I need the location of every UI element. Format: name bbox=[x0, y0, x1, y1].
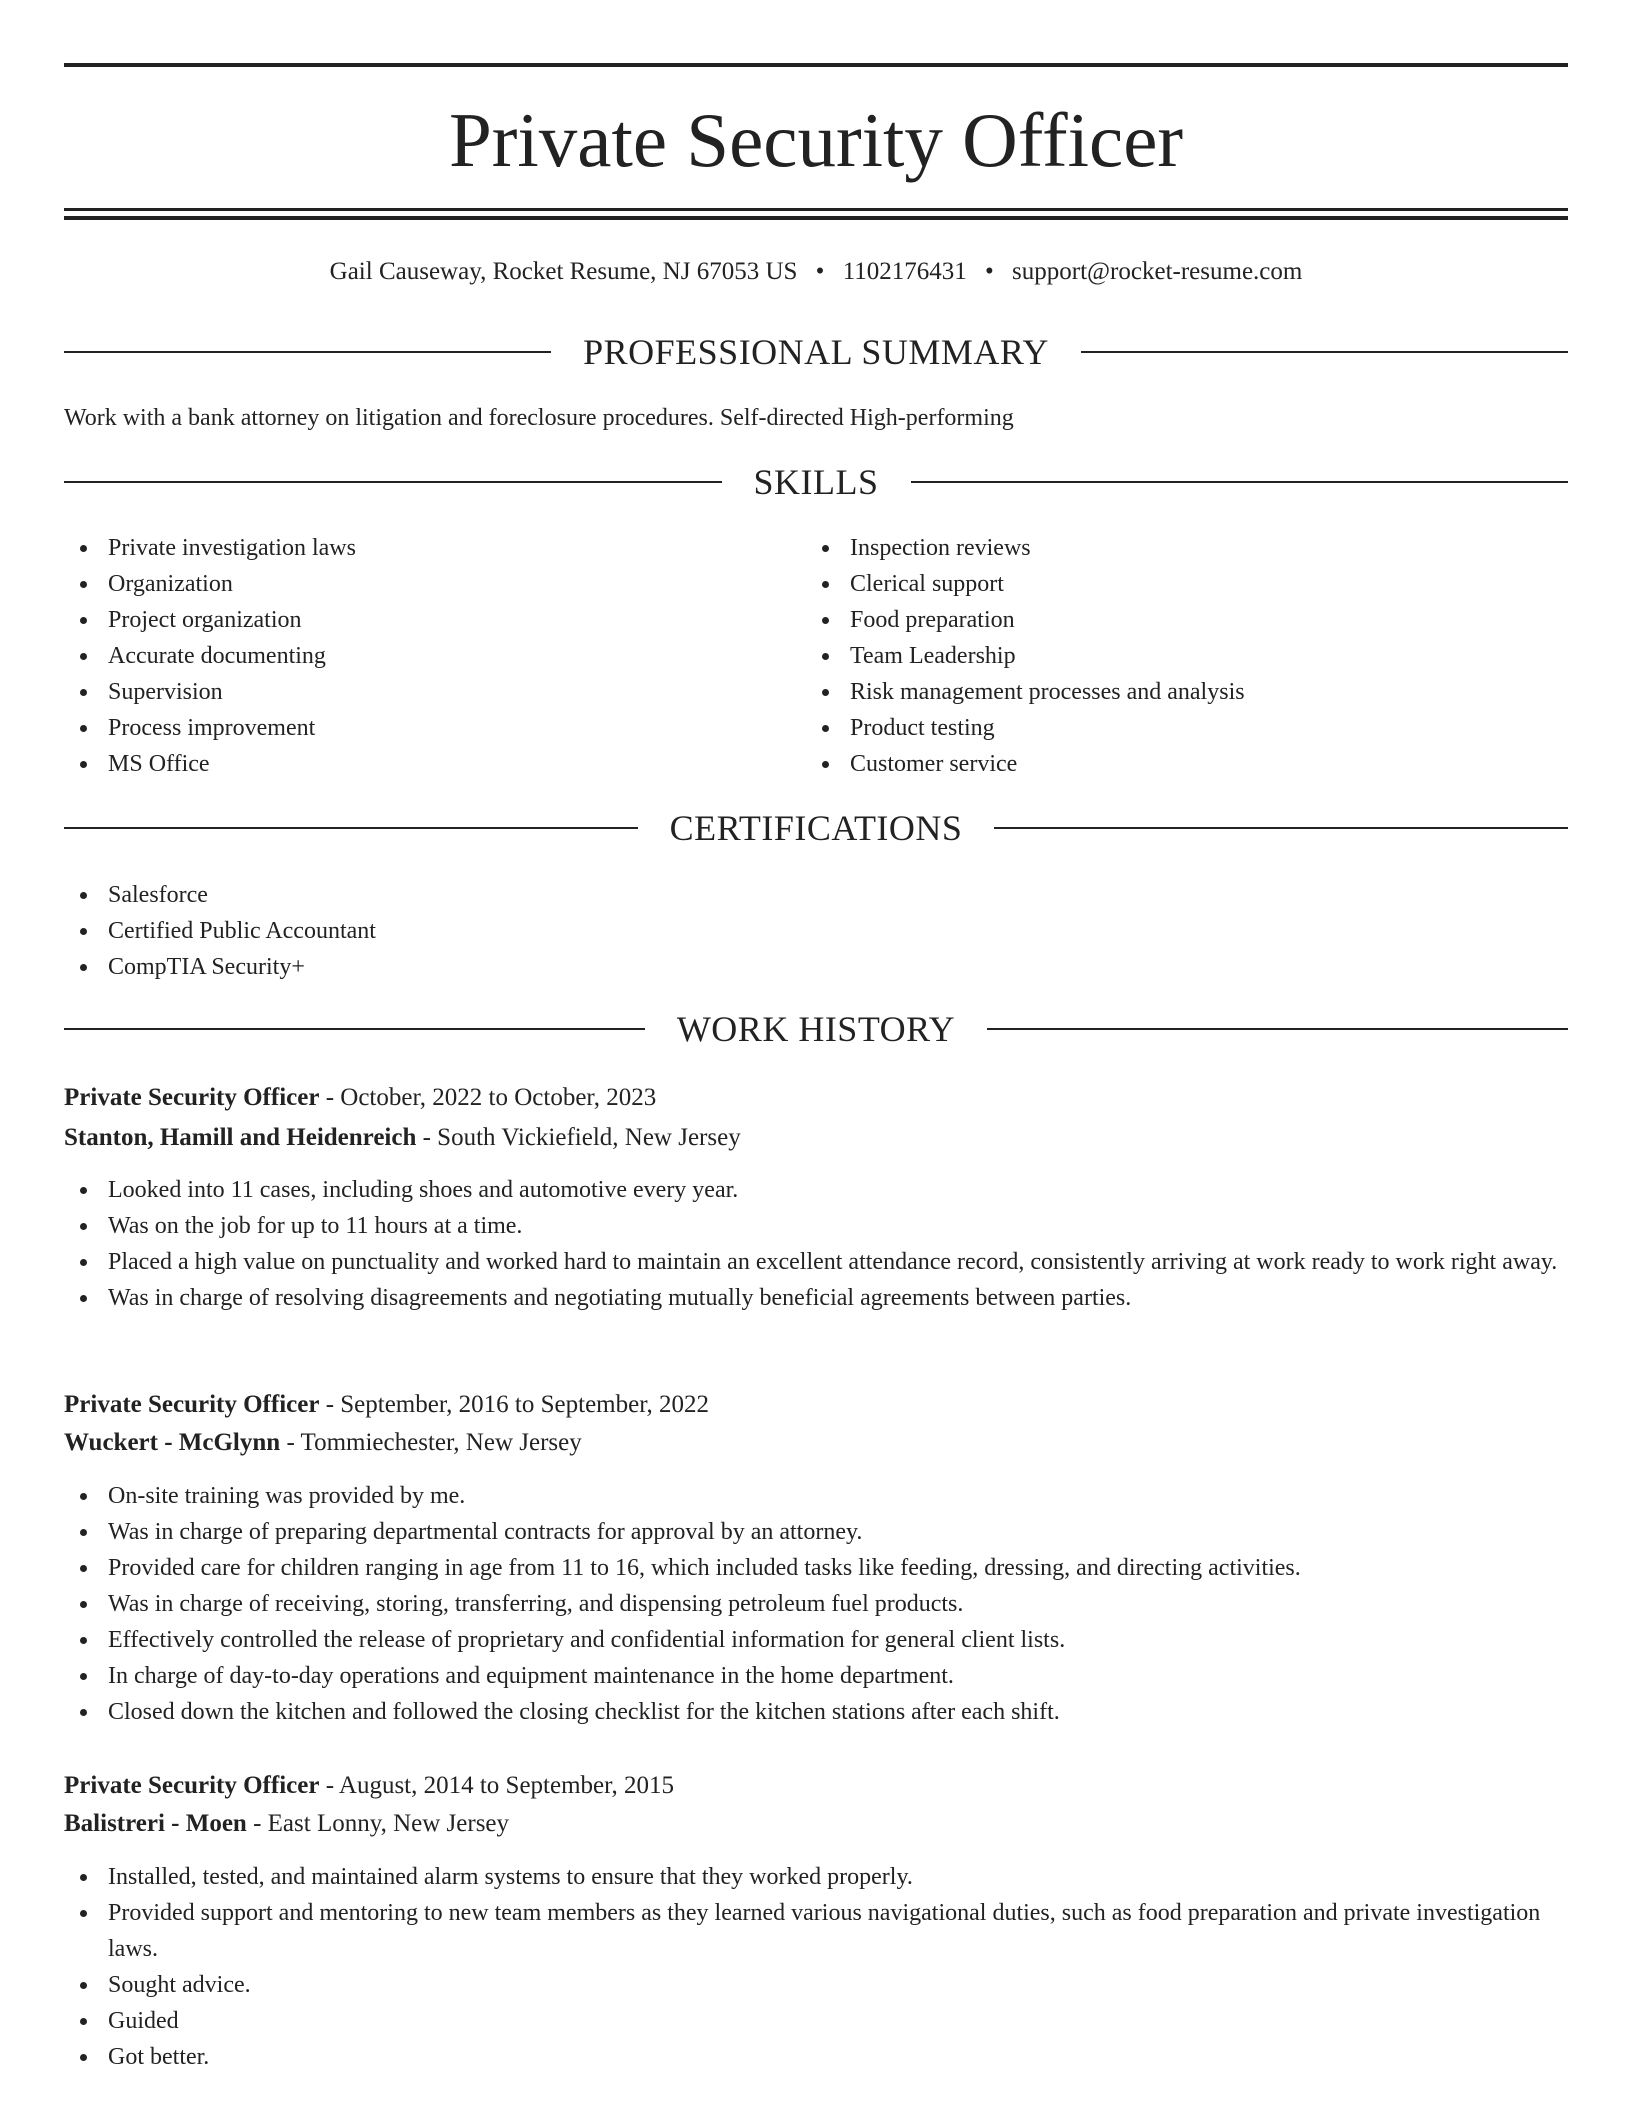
heading-rule bbox=[994, 827, 1568, 829]
job-title: Private Security Officer bbox=[64, 1391, 320, 1418]
summary-text: Work with a bank attorney on litigation and foreclosure procedures. Self-directed High-performing bbox=[64, 405, 1014, 431]
heading-rule bbox=[64, 351, 551, 353]
contact-line bbox=[64, 254, 1568, 290]
skills-heading-label: SKILLS bbox=[753, 462, 879, 502]
certifications-section-heading bbox=[64, 806, 1568, 850]
skill-item: Process improvement bbox=[64, 710, 804, 746]
job-bullet: Closed down the kitchen and followed the closing checklist for the kitchen stations after each shift. bbox=[64, 1694, 1568, 1730]
job-bullets bbox=[64, 1859, 1568, 2075]
job-bullet: In charge of day-to-day operations and equipment maintenance in the home department. bbox=[64, 1658, 1568, 1694]
skill-item: Team Leadership bbox=[806, 638, 1566, 674]
summary-heading-label: PROFESSIONAL SUMMARY bbox=[583, 332, 1049, 372]
skill-item: Risk management processes and analysis bbox=[806, 674, 1566, 710]
job-company-line bbox=[64, 1119, 1568, 1157]
summary-section-heading bbox=[64, 330, 1568, 374]
skill-item: Supervision bbox=[64, 674, 804, 710]
job-title-line bbox=[64, 1079, 1568, 1117]
skill-item: Product testing bbox=[806, 710, 1566, 746]
heading-rule bbox=[64, 827, 638, 829]
skill-item: Customer service bbox=[806, 746, 1566, 782]
job-bullet: Was in charge of resolving disagreements and negotiating mutually beneficial agreements between parties. bbox=[64, 1280, 1568, 1316]
job-dates: - October, 2022 to October, 2023 bbox=[319, 1084, 657, 1111]
skills-list-right bbox=[806, 530, 1566, 782]
skill-item: Food preparation bbox=[806, 602, 1566, 638]
contact-phone: 1102176431 bbox=[842, 258, 967, 285]
skill-item: Clerical support bbox=[806, 566, 1566, 602]
job-bullet: Sought advice. bbox=[64, 1967, 1568, 2003]
heading-rule bbox=[911, 481, 1569, 483]
heading-rule bbox=[64, 481, 722, 483]
certification-item: Salesforce bbox=[64, 877, 1568, 913]
contact-separator: • bbox=[815, 258, 825, 285]
skill-item: Accurate documenting bbox=[64, 638, 804, 674]
job-dates: - September, 2016 to September, 2022 bbox=[319, 1391, 710, 1418]
job-bullet: Placed a high value on punctuality and worked hard to maintain an excellent attendance record, consistently arriving at work ready to work right away. bbox=[64, 1244, 1568, 1280]
certifications-list bbox=[64, 877, 1568, 985]
job-bullet: Guided bbox=[64, 2003, 1568, 2039]
skill-item: Inspection reviews bbox=[806, 530, 1566, 566]
certifications-heading-label: CERTIFICATIONS bbox=[669, 808, 963, 848]
skills-section-heading bbox=[64, 460, 1568, 504]
job-company: Wuckert - McGlynn bbox=[64, 1429, 281, 1456]
job-bullet: On-site training was provided by me. bbox=[64, 1478, 1568, 1514]
job-company: Balistreri - Moen bbox=[64, 1810, 247, 1837]
job-bullet: Installed, tested, and maintained alarm systems to ensure that they worked properly. bbox=[64, 1859, 1568, 1895]
job-location: - South Vickiefield, New Jersey bbox=[416, 1124, 741, 1151]
job-bullet: Was on the job for up to 11 hours at a time. bbox=[64, 1208, 1568, 1244]
job-location: - Tommiechester, New Jersey bbox=[280, 1429, 582, 1456]
job-bullet: Provided care for children ranging in age from 11 to 16, which included tasks like feeding, dressing, and directing activities. bbox=[64, 1550, 1568, 1586]
job-bullet: Looked into 11 cases, including shoes and automotive every year. bbox=[64, 1172, 1568, 1208]
job-bullet: Was in charge of preparing departmental contracts for approval by an attorney. bbox=[64, 1514, 1568, 1550]
heading-rule bbox=[1081, 351, 1568, 353]
job-dates: - August, 2014 to September, 2015 bbox=[319, 1772, 674, 1799]
contact-email: support@rocket-resume.com bbox=[1012, 258, 1303, 285]
job-company-line bbox=[64, 1424, 1568, 1462]
heading-rule bbox=[64, 1028, 645, 1030]
job-bullet: Was in charge of receiving, storing, transferring, and dispensing petroleum fuel products. bbox=[64, 1586, 1568, 1622]
work-section-heading bbox=[64, 1007, 1568, 1051]
work-heading-label: WORK HISTORY bbox=[676, 1009, 956, 1049]
job-title-line bbox=[64, 1767, 1568, 1805]
job-bullet: Got better. bbox=[64, 2039, 1568, 2075]
job-bullet: Effectively controlled the release of proprietary and confidential information for general client lists. bbox=[64, 1622, 1568, 1658]
job-bullets bbox=[64, 1478, 1568, 1730]
skill-item: Organization bbox=[64, 566, 804, 602]
skills-list-left bbox=[64, 530, 804, 782]
job-title: Private Security Officer bbox=[64, 1084, 320, 1111]
heading-rule bbox=[987, 1028, 1568, 1030]
certification-item: Certified Public Accountant bbox=[64, 913, 1568, 949]
contact-separator: • bbox=[985, 258, 994, 285]
skill-item: Project organization bbox=[64, 602, 804, 638]
job-company-line bbox=[64, 1805, 1568, 1843]
job-company: Stanton, Hamill and Heidenreich bbox=[64, 1124, 417, 1151]
contact-address: Gail Causeway, Rocket Resume, NJ 67053 US bbox=[329, 258, 798, 285]
skill-item: Private investigation laws bbox=[64, 530, 804, 566]
job-location: - East Lonny, New Jersey bbox=[246, 1810, 510, 1837]
top-rule bbox=[64, 63, 1568, 67]
job-bullets bbox=[64, 1172, 1568, 1316]
job-title-line bbox=[64, 1386, 1568, 1424]
title-double-rule bbox=[64, 208, 1568, 220]
certification-item: CompTIA Security+ bbox=[64, 949, 1568, 985]
page-title: Private Security Officer bbox=[448, 97, 1184, 183]
job-bullet: Provided support and mentoring to new team members as they learned various navigational duties, such as food preparation and private investigation laws. bbox=[64, 1895, 1568, 1967]
job-title: Private Security Officer bbox=[64, 1772, 320, 1799]
skill-item: MS Office bbox=[64, 746, 804, 782]
